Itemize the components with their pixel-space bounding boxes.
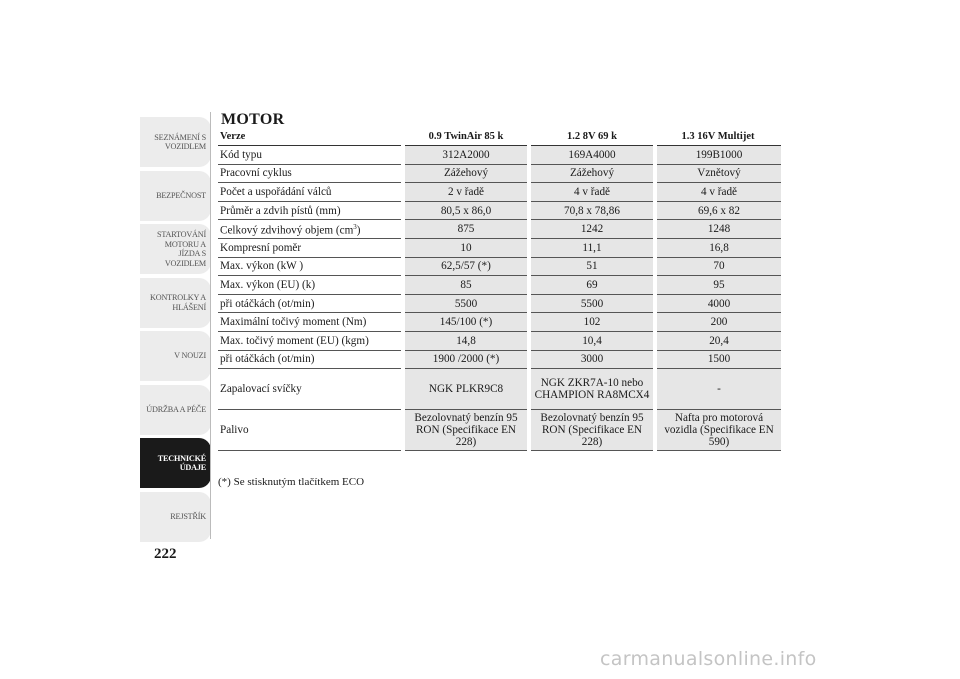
cell-value: 1248 [655, 220, 781, 239]
cell-value: 200 [655, 313, 781, 332]
tab-label: REJSTŘÍK [170, 511, 206, 521]
tab-label: SEZNÁMENÍ S VOZIDLEM [154, 132, 206, 151]
section-title: MOTOR [221, 111, 285, 128]
cell-value: 51 [529, 257, 655, 276]
cell-value: 85 [403, 276, 529, 295]
cell-value: Nafta pro motorová vozidla (Specifikace EN 590) [655, 410, 781, 451]
row-label: Průměr a zdvih pístů (mm) [218, 201, 403, 220]
cell-value: 145/100 (*) [403, 313, 529, 332]
tab-label: TECHNICKÉ ÚDAJE [157, 453, 206, 472]
tab-rejstrik[interactable] [140, 492, 211, 542]
table-row [218, 146, 781, 165]
cell-value: 102 [529, 313, 655, 332]
tab-label: KONTROLKY A HLÁŠENÍ [150, 293, 206, 312]
page-number: 222 [154, 546, 177, 562]
cell-value: 2 v řadě [403, 183, 529, 202]
table-row [218, 313, 781, 332]
cell-value: 4000 [655, 294, 781, 313]
footnote: (*) Se stisknutým tlačítkem ECO [218, 476, 365, 488]
table-row [218, 220, 781, 239]
cell-value: Bezolovnatý benzín 95 RON (Specifikace EN 228) [403, 410, 529, 451]
row-label: Max. výkon (EU) (k) [218, 276, 403, 295]
cell-value: 14,8 [403, 331, 529, 350]
tab-label: ÚDRŽBA A PÉČE [146, 404, 206, 414]
row-label: při otáčkách (ot/min) [218, 294, 403, 313]
row-label [218, 220, 403, 239]
chapter-tabs [140, 117, 211, 545]
cell-value: 80,5 x 86,0 [403, 201, 529, 220]
column-header: Verze [218, 128, 403, 146]
tab-label: STARTOVÁNÍ MOTORU A JÍZDA S VOZIDLEM [156, 230, 206, 268]
tab-startovani-motoru[interactable] [140, 224, 211, 274]
table-row [218, 276, 781, 295]
cell-value: 11,1 [529, 238, 655, 257]
tab-seznameni-s-vozidlem[interactable] [140, 117, 211, 167]
row-label-text: Celkový zdvihový objem (cm [220, 225, 354, 238]
cell-value: 199B1000 [655, 146, 781, 165]
tab-v-nouzi[interactable] [140, 331, 211, 381]
cell-value: 16,8 [655, 238, 781, 257]
table-row [218, 369, 781, 410]
table-row [218, 294, 781, 313]
tab-technicke-udaje[interactable] [140, 438, 211, 488]
row-label-suffix: ) [356, 225, 361, 238]
row-label: Pracovní cyklus [218, 164, 403, 183]
tab-udrzba-a-pece[interactable] [140, 385, 211, 435]
tab-bezpecnost[interactable] [140, 171, 211, 221]
cell-value: 875 [403, 220, 529, 239]
row-label: při otáčkách (ot/min) [218, 350, 403, 369]
cell-value: 20,4 [655, 331, 781, 350]
tab-label: BEZPEČNOST [156, 190, 206, 200]
column-header: 1.3 16V Multijet [655, 128, 781, 146]
cell-value: Vznětový [655, 164, 781, 183]
cell-value: 4 v řadě [655, 183, 781, 202]
tab-label: V NOUZI [174, 351, 206, 361]
cell-value: Bezolovnatý benzín 95 RON (Specifikace EN 228) [529, 410, 655, 451]
row-label: Palivo [218, 410, 403, 451]
cell-value: 1500 [655, 350, 781, 369]
table-row [218, 238, 781, 257]
cell-value: 169A4000 [529, 146, 655, 165]
table-header-row [218, 128, 781, 146]
cell-value: 70,8 x 78,86 [529, 201, 655, 220]
row-label: Max. točivý moment (EU) (kgm) [218, 331, 403, 350]
cell-value: 62,5/57 (*) [403, 257, 529, 276]
cell-value: 95 [655, 276, 781, 295]
row-label: Max. výkon (kW ) [218, 257, 403, 276]
cell-value: 69,6 x 82 [655, 201, 781, 220]
cell-value: 312A2000 [403, 146, 529, 165]
table-row [218, 350, 781, 369]
tab-kontrolky-a-hlaseni[interactable] [140, 278, 211, 328]
cell-value: 4 v řadě [529, 183, 655, 202]
cell-value: - [655, 369, 781, 410]
row-label: Maximální točivý moment (Nm) [218, 313, 403, 332]
table-row [218, 410, 781, 451]
row-label: Zapalovací svíčky [218, 369, 403, 410]
row-label: Počet a uspořádání válců [218, 183, 403, 202]
cell-value: NGK ZKR7A-10 nebo CHAMPION RA8MCX4 [529, 369, 655, 410]
cell-value: Zážehový [529, 164, 655, 183]
row-label: Kompresní poměr [218, 238, 403, 257]
cell-value: 5500 [403, 294, 529, 313]
watermark: carmanualsonline.info [600, 648, 817, 670]
vertical-divider [210, 112, 211, 539]
engine-spec-table [218, 128, 781, 451]
cell-value: 1900 /2000 (*) [403, 350, 529, 369]
row-label: Kód typu [218, 146, 403, 165]
table-row [218, 183, 781, 202]
cell-value: NGK PLKR9C8 [403, 369, 529, 410]
cell-value: 5500 [529, 294, 655, 313]
unit-superscript: 3 [353, 223, 357, 232]
cell-value: 70 [655, 257, 781, 276]
cell-value: 10 [403, 238, 529, 257]
table-row [218, 164, 781, 183]
table-row [218, 331, 781, 350]
column-header: 0.9 TwinAir 85 k [403, 128, 529, 146]
table-row [218, 201, 781, 220]
cell-value: 10,4 [529, 331, 655, 350]
cell-value: 69 [529, 276, 655, 295]
cell-value: 3000 [529, 350, 655, 369]
table-row [218, 257, 781, 276]
cell-value: Zážehový [403, 164, 529, 183]
cell-value: 1242 [529, 220, 655, 239]
column-header: 1.2 8V 69 k [529, 128, 655, 146]
